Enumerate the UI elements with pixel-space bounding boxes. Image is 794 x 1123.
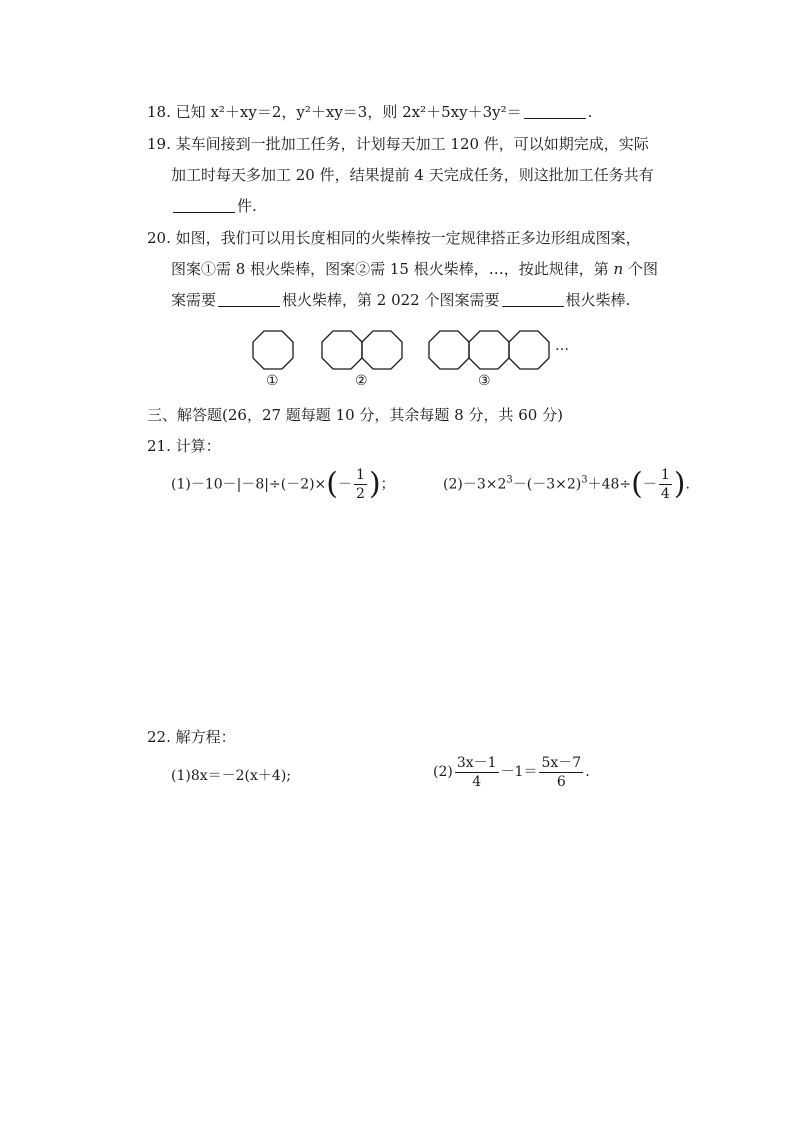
question-text: 根火柴棒，第 2 022 个图案需要: [282, 291, 500, 309]
fraction-numerator: 3x－1: [456, 754, 497, 771]
figure-label-2: ②: [355, 373, 368, 389]
question-number: 18.: [147, 103, 171, 121]
expression: －10－|－8|÷(－2)×: [190, 476, 327, 493]
question-21-part-2: [443, 466, 690, 503]
question-text: 加工时每天多加工 20 件，结果提前 4 天完成任务，则这批加工任务共有: [171, 166, 654, 184]
octagon: [322, 331, 362, 369]
answer-blank[interactable]: [524, 104, 586, 119]
answer-blank[interactable]: [218, 292, 280, 307]
left-paren: (: [631, 466, 643, 502]
expression: ＋48÷: [587, 476, 632, 493]
question-21: [147, 436, 221, 456]
question-text: 根火柴棒.: [565, 291, 631, 309]
part-label: (1): [171, 768, 191, 784]
figure-ellipsis: …: [555, 338, 569, 354]
figure-label-1: ①: [266, 373, 279, 389]
octagon: [429, 331, 469, 369]
question-title: 计算：: [175, 437, 221, 455]
figure-label-3: ③: [478, 373, 491, 389]
question-21-part-1: [171, 466, 395, 503]
fraction: [539, 754, 583, 791]
part-label: (2): [443, 476, 463, 493]
expression: －(－3×2): [512, 476, 582, 493]
question-number: 19.: [147, 135, 171, 153]
fraction-numerator: 5x－7: [541, 754, 582, 771]
expression: －3×2: [462, 476, 507, 493]
minus-sign: －: [338, 476, 353, 493]
answer-blank[interactable]: [173, 198, 235, 213]
fraction-denominator: 6: [556, 773, 566, 790]
equation: 8x＝－2(x＋4);: [190, 768, 291, 784]
expression-end: .: [685, 476, 690, 493]
part-label: (1): [171, 476, 191, 493]
question-20-line-2: [171, 259, 658, 279]
question-text: 某车间接到一批加工任务，计划每天加工 120 件，可以如期完成，实际: [175, 135, 649, 153]
octagon: [509, 331, 549, 369]
question-22-part-2: [433, 752, 590, 792]
left-paren: (: [326, 466, 339, 502]
fraction-denominator: 4: [472, 773, 482, 790]
question-19-line-1: [147, 134, 649, 154]
fraction-denominator: 2: [356, 486, 365, 502]
question-expression: x²＋xy＝2，y²＋xy＝3，则 2x²＋5xy＋3y²＝: [210, 103, 522, 121]
question-number: 22.: [147, 728, 171, 746]
question-prefix: 已知: [175, 103, 206, 121]
fraction-numerator: 1: [660, 467, 670, 483]
minus-sign: －: [642, 476, 657, 493]
question-text: 如图，我们可以用长度相同的火柴棒按一定规律搭正多边形组成图案，: [175, 229, 641, 247]
question-19-line-2: [171, 165, 654, 185]
variable-n: n: [613, 260, 624, 278]
fraction-denominator: 4: [660, 486, 670, 502]
octagon: [362, 331, 402, 369]
question-22: [147, 727, 236, 747]
question-text: 个图: [627, 260, 658, 278]
question-22-part-1: [171, 766, 291, 786]
octagon: [469, 331, 509, 369]
expression-end: ；: [380, 476, 395, 493]
fraction: [455, 754, 499, 791]
right-paren: ): [673, 466, 686, 502]
fraction: [354, 466, 367, 503]
question-end: .: [587, 103, 593, 121]
fraction-numerator: 1: [356, 467, 365, 483]
section-heading: 三、解答题(26，27 题每题 10 分，其余每题 8 分，共 60 分): [147, 406, 563, 424]
question-title: 解方程：: [175, 728, 236, 746]
fraction: [659, 466, 672, 503]
exponent: 3: [506, 474, 513, 486]
equation-end: .: [585, 764, 590, 780]
question-text: 图案①需 8 根火柴棒，图案②需 15 根火柴棒，…，按此规律，第: [171, 260, 609, 278]
question-text: 案需要: [171, 291, 217, 309]
question-number: 20.: [147, 229, 171, 247]
question-18: [147, 102, 592, 122]
octagon: [253, 331, 293, 369]
exponent: 3: [581, 474, 588, 486]
question-19-line-3: [171, 196, 257, 216]
equation: －1＝: [500, 764, 538, 780]
answer-blank[interactable]: [502, 292, 564, 307]
octagon-pattern-figure: [248, 326, 568, 372]
part-label: (2): [433, 764, 453, 780]
question-text: 件.: [237, 197, 257, 215]
question-20-line-1: [147, 228, 641, 248]
right-paren: ): [368, 466, 381, 502]
question-20-line-3: [171, 290, 630, 310]
question-number: 21.: [147, 437, 171, 455]
